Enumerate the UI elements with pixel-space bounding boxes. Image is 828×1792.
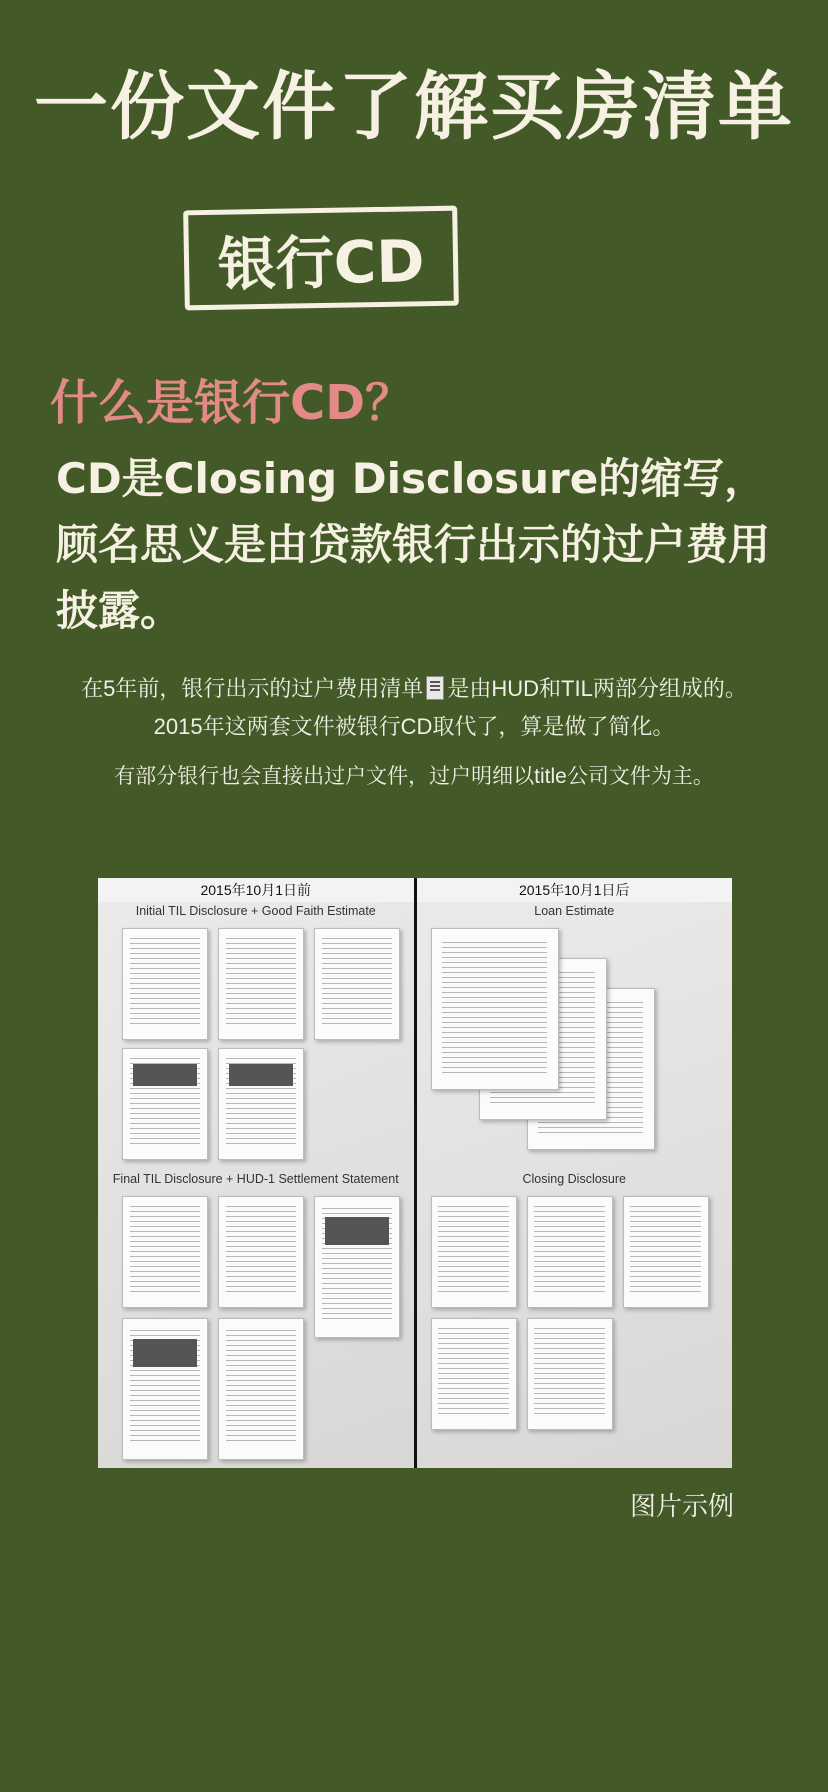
page-title: 一份文件了解买房清单 xyxy=(34,64,794,150)
column-header-before: 2015年10月1日前 xyxy=(98,878,414,902)
column-header-after: 2015年10月1日后 xyxy=(417,878,733,902)
document-thumbnail xyxy=(122,1048,208,1160)
label-closing-disclosure: Closing Disclosure xyxy=(522,1172,626,1186)
definition-text: CD是Closing Disclosure的缩写，顾名思义是由贷款银行出示的过户费用披露。 xyxy=(56,454,771,635)
document-thumbnail xyxy=(314,928,400,1040)
document-thumbnail xyxy=(218,1318,304,1460)
document-thumbnail xyxy=(218,928,304,1040)
label-loan-estimate: Loan Estimate xyxy=(534,904,615,918)
paragraph-history-part2: 是由HUD和TIL两部分组成的。2015年这两套文件被银行CD取代了，算是做了简化。 xyxy=(153,676,747,739)
document-icon xyxy=(426,676,444,700)
document-thumbnail xyxy=(527,1318,613,1430)
document-thumbnail xyxy=(122,928,208,1040)
document-thumbnail xyxy=(623,1196,709,1308)
document-thumbnail xyxy=(527,1196,613,1308)
document-thumbnail xyxy=(431,1196,517,1308)
figure-column-before xyxy=(98,878,414,1468)
document-thumbnail xyxy=(218,1048,304,1160)
comparison-figure xyxy=(98,878,732,1468)
figure-column-after xyxy=(414,878,733,1468)
document-thumbnail xyxy=(218,1196,304,1308)
badge-bank-cd: 银行CD xyxy=(183,206,459,311)
document-thumbnail xyxy=(314,1196,400,1338)
label-initial-til: Initial TIL Disclosure + Good Faith Estimate xyxy=(135,904,376,918)
document-thumbnail xyxy=(431,928,559,1090)
document-thumbnail xyxy=(122,1318,208,1460)
document-thumbnail xyxy=(122,1196,208,1308)
document-thumbnail xyxy=(431,1318,517,1430)
paragraph-history xyxy=(60,670,768,746)
paragraph-history-part1: 在5年前，银行出示的过户费用清单 xyxy=(81,676,424,701)
question-heading: 什么是银行CD？ xyxy=(50,375,414,431)
image-caption: 图片示例 xyxy=(629,1491,734,1521)
paragraph-note: 有部分银行也会直接出过户文件，过户明细以title公司文件为主。 xyxy=(114,765,714,788)
label-final-til: Final TIL Disclosure + HUD-1 Settlement Statement xyxy=(112,1172,399,1186)
